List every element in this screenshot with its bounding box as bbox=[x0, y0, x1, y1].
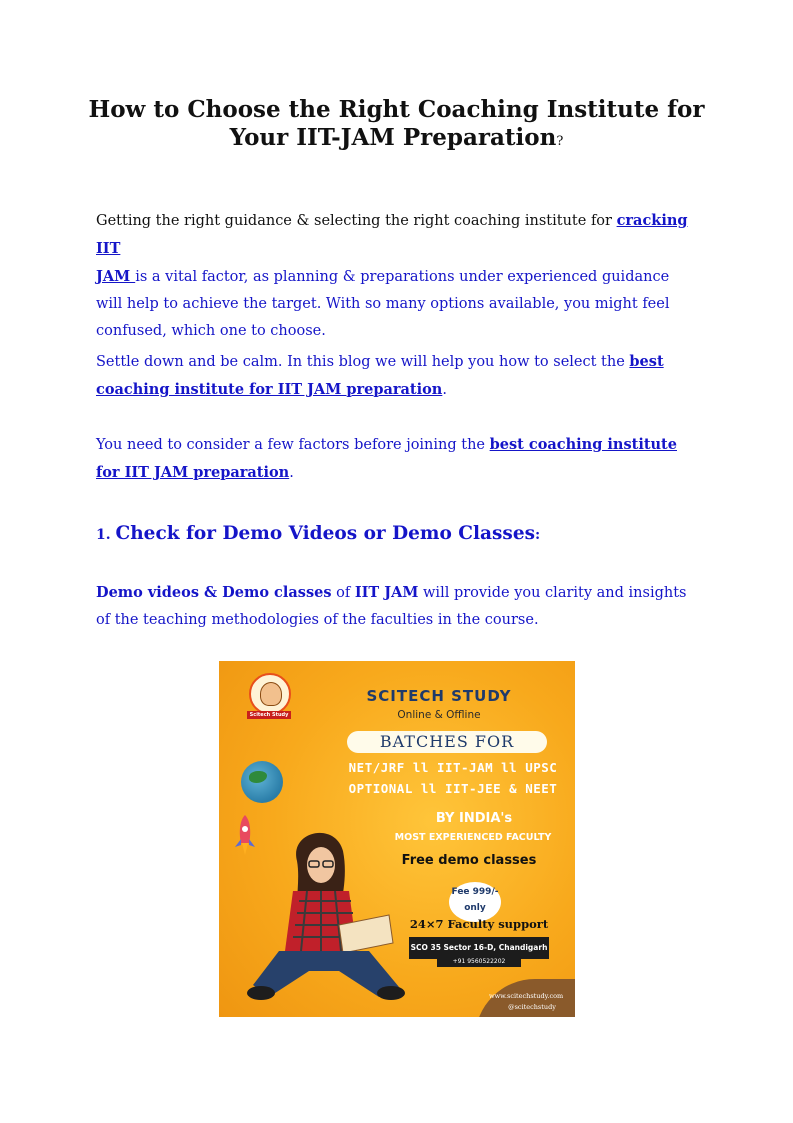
poster-fee-badge bbox=[449, 882, 501, 922]
poster-phone: +91 9560522202 bbox=[437, 957, 521, 967]
section-heading-demo bbox=[96, 516, 540, 545]
poster-subtitle: Online & Offline bbox=[397, 709, 481, 721]
poster-address: SCO 35 Sector 16-D, Chandigarh bbox=[409, 937, 549, 959]
fee-only: only bbox=[464, 903, 486, 913]
title-line-2: Your IIT-JAM Preparation bbox=[229, 124, 557, 151]
poster-free-demo: Free demo classes bbox=[401, 853, 537, 868]
intro-rest-text: is a vital factor, as planning & preparations under experienced guidance will help to achieve the target. With so many options available, you might feel confused, which one to choose. bbox=[96, 269, 670, 339]
best-coaching-link-1[interactable]: best coaching institute for IIT JAM preparation bbox=[96, 353, 664, 398]
demo-mid: of bbox=[331, 585, 355, 601]
scitech-logo-icon bbox=[249, 673, 291, 715]
scitech-study-poster-image bbox=[219, 661, 575, 1017]
demo-bold-2: IIT JAM bbox=[354, 584, 419, 601]
student-girl-illustration bbox=[239, 821, 419, 1017]
poster-instagram: @scitechstudy bbox=[508, 1003, 556, 1011]
factors-paragraph bbox=[96, 431, 696, 487]
intro-paragraph bbox=[96, 207, 696, 345]
demo-paragraph bbox=[96, 579, 696, 634]
demo-rest: will provide you clarity and insights of the teaching methodologies of the faculties in the course. bbox=[96, 585, 687, 628]
best-coaching-link-2[interactable]: best coaching institute for IIT JAM preparation bbox=[96, 436, 677, 481]
title-question-mark: ? bbox=[556, 134, 564, 149]
fee-amount: Fee 999/- bbox=[451, 887, 499, 897]
settle-lead-text: Settle down and be calm. In this blog we will help you how to select the bbox=[96, 354, 630, 370]
title-line-1: How to Choose the Right Coaching Institute for bbox=[88, 96, 705, 123]
poster-most-experienced: MOST EXPERIENCED FACULTY bbox=[394, 832, 552, 843]
page-title bbox=[60, 96, 733, 156]
heading-number: 1. bbox=[96, 527, 116, 543]
poster-brand: SCITECH STUDY bbox=[366, 687, 512, 705]
factors-end: . bbox=[289, 465, 294, 481]
poster-exams-line-1: NET/JRF ll IIT-JAM ll UPSC bbox=[348, 760, 558, 775]
heading-text: Check for Demo Videos or Demo Classes bbox=[115, 523, 536, 544]
settle-paragraph bbox=[96, 348, 696, 404]
logo-text: Scitech Study bbox=[249, 712, 289, 718]
demo-bold-1: Demo videos & Demo classes bbox=[96, 584, 332, 601]
heading-colon: : bbox=[535, 527, 541, 543]
poster-batches-pill: BATCHES FOR bbox=[347, 731, 547, 753]
poster-website: www.scitechstudy.com bbox=[489, 992, 564, 1000]
factors-lead-text: You need to consider a few factors before joining the bbox=[96, 437, 490, 453]
poster-exams-line-2: OPTIONAL ll IIT-JEE & NEET bbox=[348, 781, 558, 796]
cracking-iit-jam-link[interactable]: cracking IIT JAM bbox=[96, 212, 688, 285]
intro-lead-text: Getting the right guidance & selecting the right coaching institute for bbox=[96, 213, 617, 229]
poster-by-india: BY INDIA's bbox=[435, 811, 513, 826]
poster-support: 24×7 Faculty support bbox=[409, 917, 549, 931]
globe-icon bbox=[241, 761, 283, 803]
settle-end: . bbox=[442, 382, 447, 398]
